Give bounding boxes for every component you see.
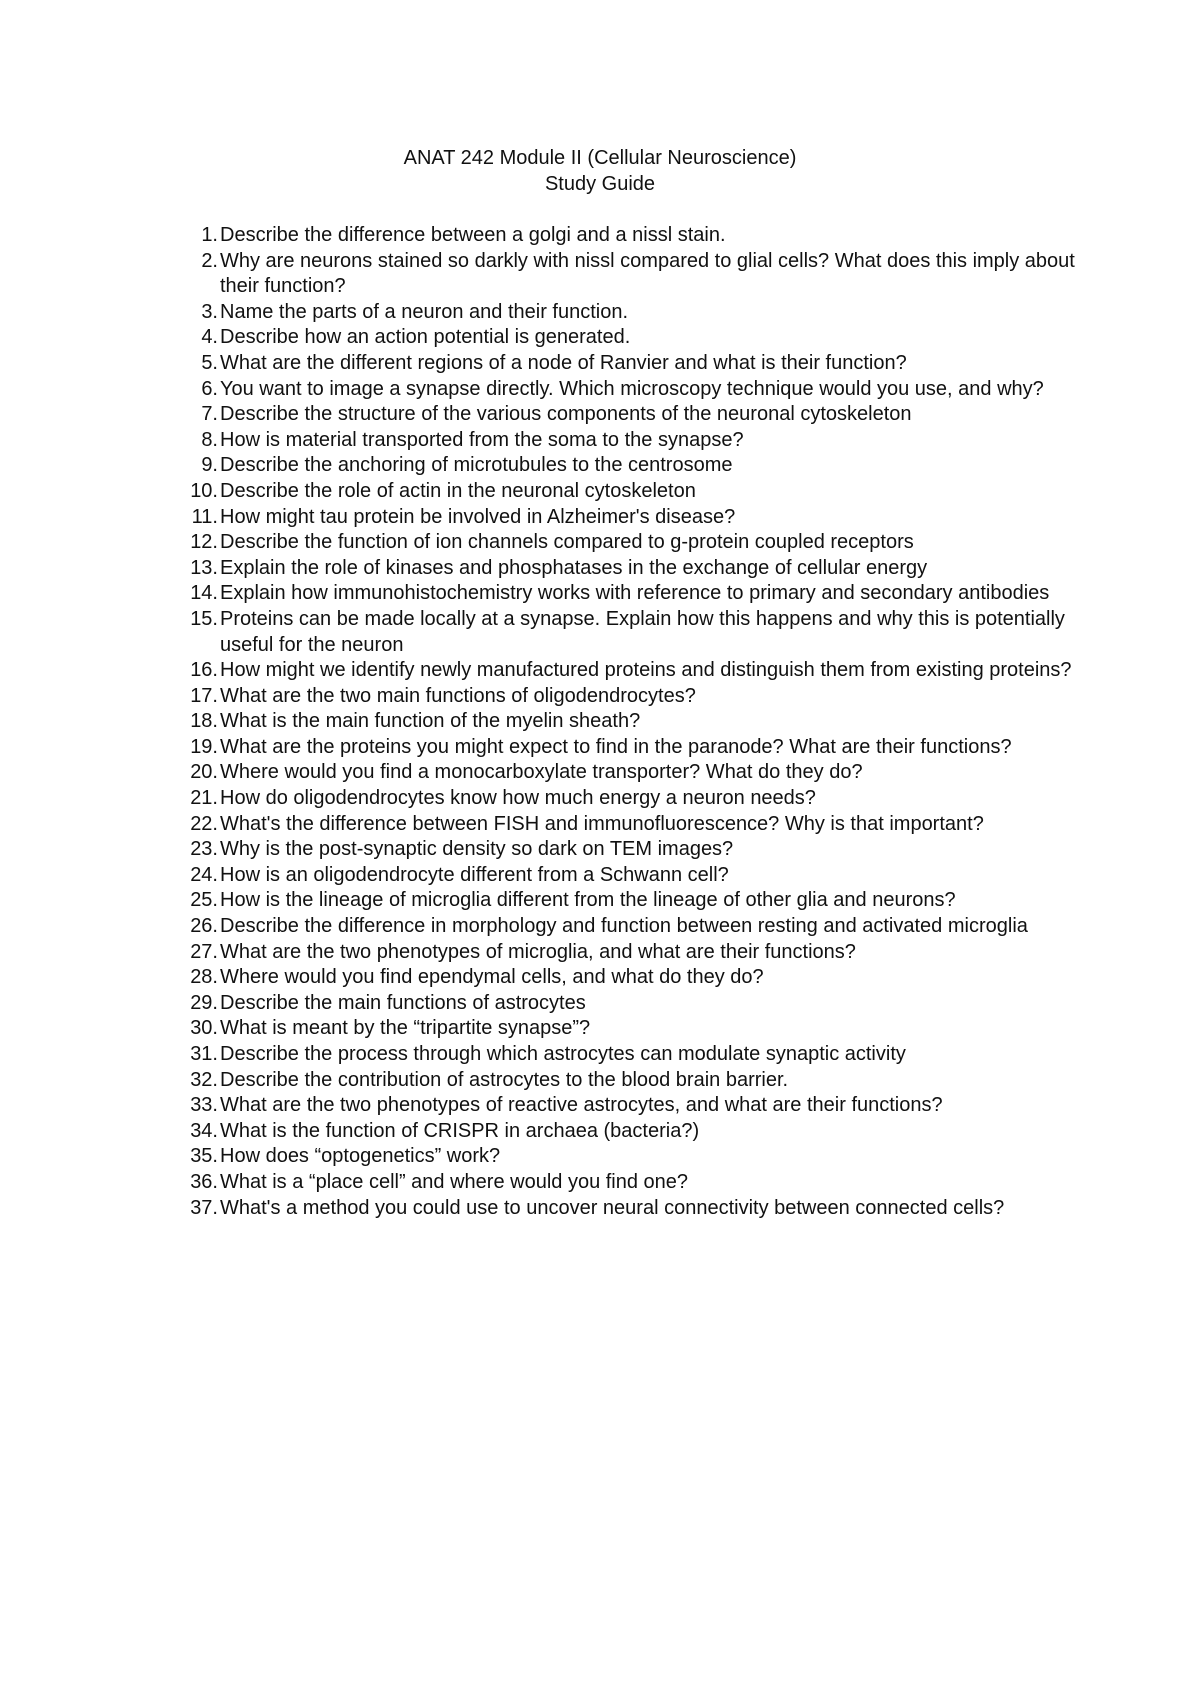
question-text: How is the lineage of microglia different from the lineage of other glia and neurons?	[220, 889, 956, 912]
question-number: 25.	[190, 889, 218, 912]
question-text: Describe how an action potential is generated.	[220, 326, 631, 349]
question-text: Proteins can be made locally at a synapse. Explain how this happens and why this is potentially useful for the neuron	[220, 607, 1065, 656]
question-number: 29.	[190, 991, 218, 1014]
question-item	[176, 351, 1076, 377]
question-text: What are the two main functions of oligodendrocytes?	[220, 684, 696, 707]
question-item	[176, 1119, 1076, 1145]
question-text: What is a “place cell” and where would you find one?	[220, 1170, 689, 1193]
question-number: 14.	[190, 582, 218, 605]
question-item	[176, 402, 1076, 428]
question-text: How does “optogenetics” work?	[220, 1145, 501, 1168]
question-text: Describe the anchoring of microtubules to the centrosome	[220, 454, 733, 477]
question-item	[176, 735, 1076, 761]
question-text: What are the two phenotypes of microglia, and what are their functions?	[220, 940, 856, 963]
question-number: 28.	[190, 966, 218, 989]
question-number: 3.	[201, 300, 218, 323]
question-number: 4.	[201, 326, 218, 349]
question-item	[176, 684, 1076, 710]
question-text: How do oligodendrocytes know how much energy a neuron needs?	[220, 787, 816, 810]
question-item	[176, 453, 1076, 479]
question-number: 24.	[190, 863, 218, 886]
question-number: 35.	[190, 1145, 218, 1168]
question-item	[176, 888, 1076, 914]
question-number: 20.	[190, 761, 218, 784]
question-number: 2.	[201, 249, 218, 272]
question-item	[176, 505, 1076, 531]
question-item	[176, 658, 1076, 684]
question-item	[176, 377, 1076, 403]
question-item	[176, 709, 1076, 735]
question-item	[176, 1196, 1076, 1222]
question-item	[176, 863, 1076, 889]
question-item	[176, 530, 1076, 556]
question-text: How might tau protein be involved in Alzheimer's disease?	[220, 505, 736, 528]
question-number: 30.	[190, 1017, 218, 1040]
question-text: Describe the difference in morphology and function between resting and activated microglia	[220, 915, 1028, 938]
question-text: How is material transported from the soma to the synapse?	[220, 428, 744, 451]
question-text: Describe the function of ion channels compared to g-protein coupled receptors	[220, 531, 914, 554]
document-subtitle: Study Guide	[544, 173, 656, 195]
question-text: What are the two phenotypes of reactive astrocytes, and what are their functions?	[220, 1094, 943, 1117]
question-text: Describe the role of actin in the neuronal cytoskeleton	[220, 479, 696, 502]
question-text: What is meant by the “tripartite synapse”?	[220, 1017, 591, 1040]
question-item	[176, 786, 1076, 812]
question-number: 18.	[190, 710, 218, 733]
question-number: 8.	[201, 428, 218, 451]
question-number: 33.	[190, 1094, 218, 1117]
question-number: 12.	[190, 531, 218, 554]
question-text: Describe the process through which astrocytes can modulate synaptic activity	[220, 1043, 906, 1065]
question-number: 16.	[190, 659, 218, 682]
question-item	[176, 760, 1076, 786]
question-item	[176, 325, 1076, 351]
question-text: What is the main function of the myelin sheath?	[220, 710, 641, 733]
question-text: What are the different regions of a node of Ranvier and what is their function?	[220, 351, 907, 374]
question-text: Explain how immunohistochemistry works with reference to primary and secondary antibodies	[220, 582, 1050, 605]
question-number: 26.	[190, 915, 218, 938]
question-number: 1.	[201, 224, 218, 246]
question-number: 5.	[201, 351, 218, 374]
question-number: 7.	[201, 403, 218, 426]
question-text: Why are neurons stained so darkly with nissl compared to glial cells? What does this imply about their function?	[220, 249, 1075, 298]
question-number: 9.	[201, 454, 218, 477]
question-item	[176, 914, 1076, 940]
question-item	[176, 223, 1076, 249]
question-text: Describe the difference between a golgi and a nissl stain.	[220, 224, 726, 246]
question-item	[176, 1068, 1076, 1094]
question-item	[176, 991, 1076, 1017]
question-item	[176, 1042, 1076, 1068]
question-item	[176, 581, 1076, 607]
question-text: Explain the role of kinases and phosphatases in the exchange of cellular energy	[220, 556, 928, 579]
question-item	[176, 965, 1076, 991]
question-item	[176, 556, 1076, 582]
question-item	[176, 1093, 1076, 1119]
question-item	[176, 940, 1076, 966]
question-text: What's the difference between FISH and immunofluorescence? Why is that important?	[220, 812, 984, 835]
question-number: 37.	[190, 1196, 218, 1219]
question-text: Describe the main functions of astrocytes	[220, 991, 586, 1014]
question-text: Describe the structure of the various components of the neuronal cytoskeleton	[220, 403, 912, 426]
question-item	[176, 607, 1076, 658]
question-text: How is an oligodendrocyte different from a Schwann cell?	[220, 863, 729, 886]
question-item	[176, 428, 1076, 454]
question-item	[176, 300, 1076, 326]
question-text: Why is the post-synaptic density so dark on TEM images?	[220, 838, 734, 861]
question-list	[176, 223, 1076, 1221]
question-text: You want to image a synapse directly. Which microscopy technique would you use, and why?	[220, 377, 1044, 400]
question-number: 17.	[190, 684, 218, 707]
question-item	[176, 479, 1076, 505]
question-item	[176, 812, 1076, 838]
question-text: Name the parts of a neuron and their function.	[220, 300, 629, 323]
question-number: 22.	[190, 812, 218, 835]
document-title: ANAT 242 Module II (Cellular Neuroscience)	[403, 147, 797, 169]
question-number: 10.	[190, 479, 218, 502]
question-text: Describe the contribution of astrocytes to the blood brain barrier.	[220, 1068, 789, 1091]
question-number: 32.	[190, 1068, 218, 1091]
question-number: 27.	[190, 940, 218, 963]
question-item	[176, 1170, 1076, 1196]
question-number: 6.	[201, 377, 218, 400]
question-number: 11.	[191, 505, 218, 528]
question-number: 34.	[190, 1119, 218, 1142]
question-number: 13.	[190, 556, 218, 579]
question-number: 19.	[190, 735, 218, 758]
question-text: Where would you find a monocarboxylate transporter? What do they do?	[220, 761, 863, 784]
question-number: 23.	[190, 838, 218, 861]
document-header	[0, 145, 1200, 197]
question-text: What are the proteins you might expect to find in the paranode? What are their functions?	[220, 735, 1012, 758]
question-text: What's a method you could use to uncover neural connectivity between connected cells?	[220, 1196, 1005, 1219]
question-item	[176, 249, 1076, 300]
question-item	[176, 837, 1076, 863]
question-text: What is the function of CRISPR in archaea (bacteria?)	[220, 1119, 700, 1142]
question-text: How might we identify newly manufactured proteins and distinguish them from existing proteins?	[220, 659, 1072, 682]
question-item	[176, 1016, 1076, 1042]
question-number: 15.	[190, 607, 218, 630]
question-number: 21.	[190, 787, 218, 810]
question-number: 31.	[190, 1043, 218, 1065]
question-item	[176, 1144, 1076, 1170]
question-text: Where would you find ependymal cells, and what do they do?	[220, 966, 764, 989]
question-number: 36.	[190, 1170, 218, 1193]
